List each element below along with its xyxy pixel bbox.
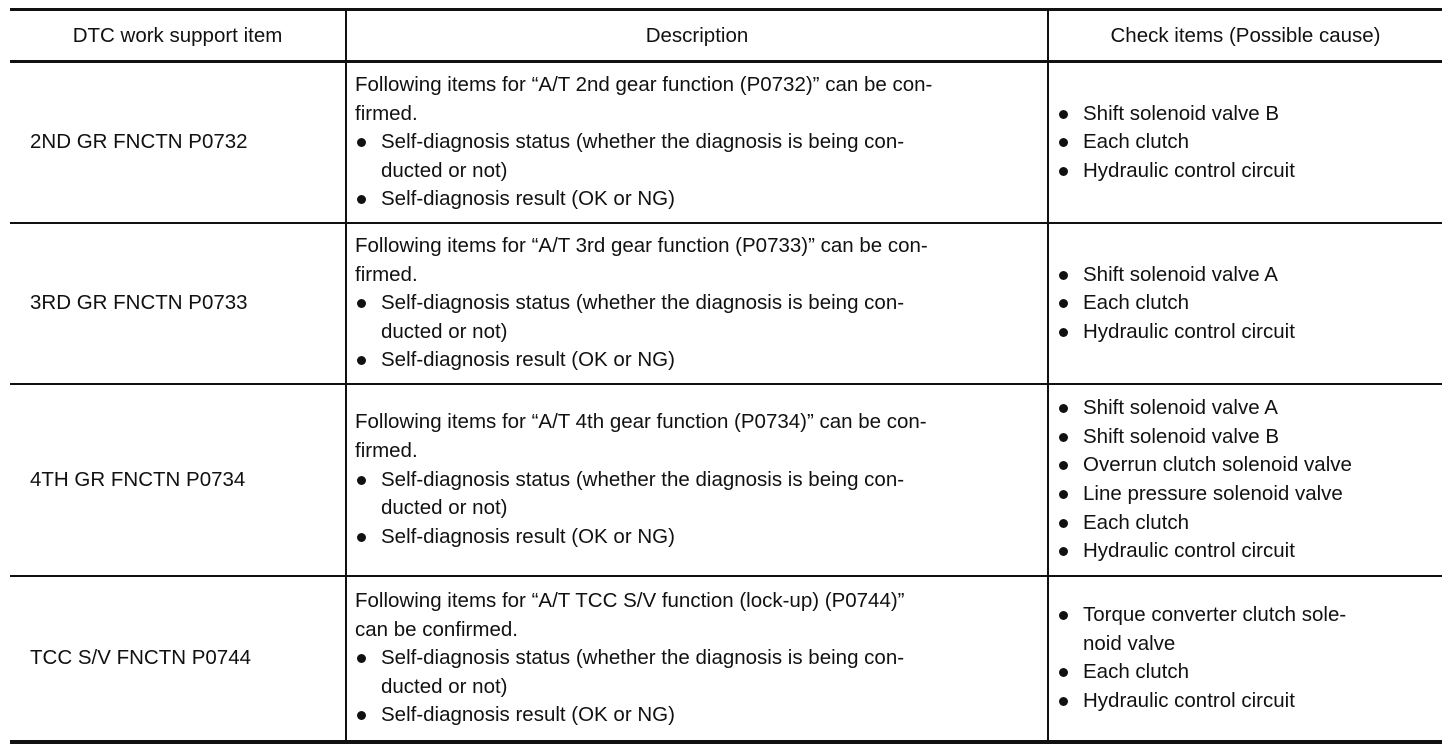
description-cell [346,62,1048,223]
check-item [1057,423,1432,452]
bullet-dot-icon [1059,668,1068,677]
check-item-text: Shift solenoid valve B [1083,101,1280,125]
description-text-line: can be confirmed. [355,617,518,641]
dtc-item-cell: 4TH GR FNCTN P0734 [30,467,246,491]
bullet-dot-icon [357,533,366,542]
check-item [1057,687,1432,716]
description-text-line: Following items for “A/T 3rd gear function (P0733)” can be con- [355,233,928,257]
bullet-dot-icon [1059,519,1068,528]
check-item-text: Shift solenoid valve A [1083,396,1278,420]
bullet-dot-icon [1059,697,1068,706]
table-header-row [10,10,1442,62]
description-bullet-continuation [355,157,1037,186]
check-item [1057,658,1432,687]
bullet-dot-icon [357,138,366,147]
check-item-text: Hydraulic control circuit [1083,158,1295,182]
bullet-text: Self-diagnosis result (OK or NG) [381,348,675,372]
description-bullet-item [355,128,1037,157]
check-item [1057,289,1432,318]
check-item-text: noid valve [1083,631,1176,655]
description-bullet-continuation [355,673,1037,702]
bullet-text: ducted or not) [381,158,508,182]
check-item-text: Line pressure solenoid valve [1083,481,1343,505]
check-item-text: Torque converter clutch sole- [1083,603,1347,627]
bullet-text: Self-diagnosis status (whether the diagnosis is being con- [381,291,905,315]
description-cell [346,384,1048,576]
check-item-text: Each clutch [1083,510,1189,534]
column-header-dtc-item: DTC work support item [72,23,283,47]
description-bullet-item [355,644,1037,673]
bullet-dot-icon [357,299,366,308]
dtc-item-cell: TCC S/V FNCTN P0744 [30,646,251,670]
check-item [1057,451,1432,480]
bullet-dot-icon [1059,328,1068,337]
check-item [1057,509,1432,538]
bullet-dot-icon [1059,461,1068,470]
table-row [10,223,1442,384]
bullet-dot-icon [357,711,366,720]
bullet-dot-icon [1059,110,1068,119]
table-row [10,576,1442,742]
check-item-text: Each clutch [1083,130,1189,154]
check-items-cell [1048,223,1442,384]
bullet-dot-icon [357,195,366,204]
check-item-text: Each clutch [1083,660,1189,684]
description-cell [346,223,1048,384]
document-page [10,8,1442,744]
table-row [10,384,1442,576]
check-item [1057,480,1432,509]
check-item [1057,537,1432,566]
check-item-text: Each clutch [1083,291,1189,315]
description-bullet-item [355,701,1037,730]
bullet-dot-icon [1059,271,1068,280]
check-item [1057,601,1432,630]
bullet-dot-icon [1059,138,1068,147]
bullet-dot-icon [1059,299,1068,308]
description-bullet-item [355,185,1037,214]
dtc-item-cell: 2ND GR FNCTN P0732 [30,130,248,154]
description-text-line: Following items for “A/T 2nd gear function (P0732)” can be con- [355,73,933,96]
bullet-dot-icon [1059,611,1068,620]
column-header-description: Description [346,10,1048,62]
bullet-text: Self-diagnosis result (OK or NG) [381,187,675,211]
bullet-dot-icon [1059,167,1068,176]
bullet-dot-icon [357,654,366,663]
description-bullet-continuation [355,318,1037,347]
bullet-dot-icon [1059,490,1068,499]
dtc-work-support-table [10,8,1442,744]
column-header-check-items: Check items (Possible cause) [1048,10,1442,62]
bullet-dot-icon [357,476,366,485]
check-items-cell [1048,576,1442,742]
check-item-text: Shift solenoid valve A [1083,262,1278,286]
bullet-dot-icon [1059,433,1068,442]
table-row [10,62,1442,223]
description-text-line: firmed. [355,262,418,286]
check-item-text: Shift solenoid valve B [1083,424,1280,448]
bullet-dot-icon [1059,547,1068,556]
description-text-line: firmed. [355,439,418,463]
check-item [1057,318,1432,347]
check-item-text: Hydraulic control circuit [1083,689,1295,713]
check-items-cell [1048,62,1442,223]
bullet-dot-icon [1059,404,1068,413]
bullet-text: ducted or not) [381,674,508,698]
description-cell [346,576,1048,742]
bullet-text: Self-diagnosis status (whether the diagnosis is being con- [381,467,905,491]
check-items-cell [1048,384,1442,576]
check-item-text: Hydraulic control circuit [1083,539,1295,563]
bullet-text: Self-diagnosis result (OK or NG) [381,524,675,548]
check-item [1057,157,1432,186]
check-item-text: Hydraulic control circuit [1083,319,1295,343]
bullet-text: Self-diagnosis status (whether the diagnosis is being con- [381,130,905,154]
check-item [1057,394,1432,423]
description-bullet-item [355,346,1037,375]
description-bullet-item [355,466,1037,495]
description-text-line: Following items for “A/T TCC S/V function (lock-up) (P0744)” [355,588,905,612]
description-bullet-continuation [355,494,1037,523]
description-text-line: Following items for “A/T 4th gear function (P0734)” can be con- [355,410,927,434]
bullet-dot-icon [357,356,366,365]
check-item [1057,100,1432,129]
dtc-item-cell: 3RD GR FNCTN P0733 [30,291,248,315]
bullet-text: Self-diagnosis status (whether the diagnosis is being con- [381,646,905,670]
check-item-continuation [1057,630,1432,659]
check-item [1057,128,1432,157]
bullet-text: ducted or not) [381,496,508,520]
description-text-line: firmed. [355,101,418,125]
bullet-text: ducted or not) [381,319,508,343]
check-item [1057,261,1432,290]
description-bullet-item [355,523,1037,552]
bullet-text: Self-diagnosis result (OK or NG) [381,703,675,727]
check-item-text: Overrun clutch solenoid valve [1083,453,1352,477]
description-bullet-item [355,289,1037,318]
